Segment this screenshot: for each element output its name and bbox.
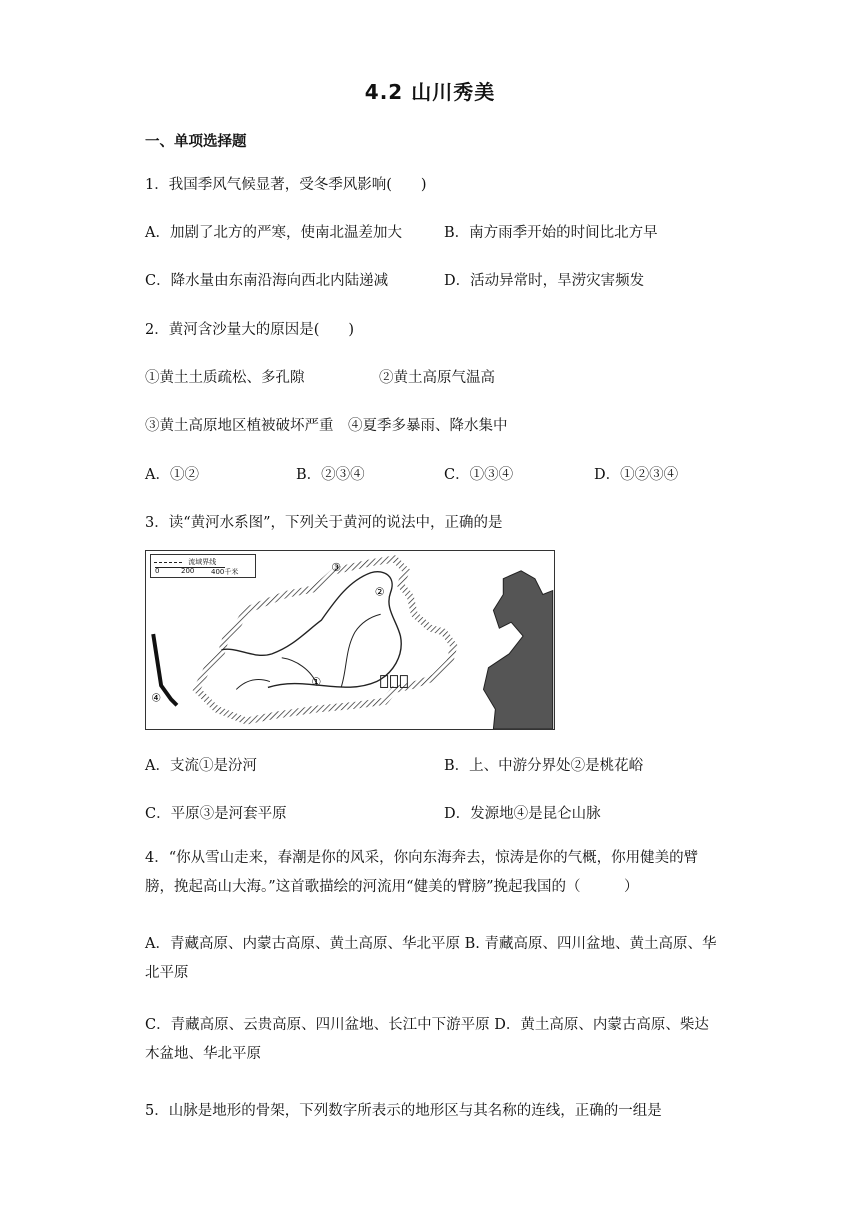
q2-statement-2: ②黄土高原气温高	[379, 370, 495, 386]
q2-option-d: D．①②③④	[594, 467, 679, 483]
q2-statement-1: ①黄土土质疏松、多孔隙	[145, 370, 305, 386]
tributary-3	[236, 680, 270, 690]
q1-option-a: A．加剧了北方的严寒，使南北温差加大	[145, 225, 402, 241]
page-title: 4.2 山川秀美	[364, 80, 496, 104]
q3-option-b: B．上、中游分界处②是桃花峪	[444, 758, 644, 774]
scale-label-400: 400千米	[211, 568, 239, 576]
q3-option-d: D．发源地④是昆仑山脉	[444, 806, 601, 822]
q3-stem: 3．读“黄河水系图”，下列关于黄河的说法中，正确的是	[145, 515, 503, 531]
scale-label-200: 200	[181, 567, 195, 575]
q3-option-a: A．支流①是汾河	[145, 758, 257, 774]
scale-label-0: 0	[155, 567, 160, 575]
q2-option-b: B．②③④	[296, 467, 365, 483]
tributary-1	[341, 614, 381, 687]
legend-line-row	[154, 557, 216, 567]
sea-area	[484, 571, 553, 729]
q2-option-a: A．①②	[145, 467, 199, 483]
legend-label: 流域界线	[188, 558, 217, 566]
legend-dash-icon	[154, 562, 182, 563]
q4-options-cd: C．青藏高原、云贵高原、四川盆地、长江中下游平原 D．黄土高原、内蒙古高原、柴达木盆地、华北平原	[145, 1017, 709, 1062]
q2-statement-3-4: ③黄土高原地区植被破坏严重 ④夏季多暴雨、降水集中	[145, 418, 508, 434]
q5-stem: 5．山脉是地形的骨架，下列数字所表示的地形区与其名称的连线，正确的一组是	[145, 1103, 662, 1119]
q2-option-c: C．①③④	[444, 467, 514, 483]
q1-option-c: C．降水量由东南沿海向西北内陆递减	[145, 273, 389, 289]
marker-2: ②	[374, 585, 385, 599]
basin-boundary	[197, 559, 454, 721]
q1-option-b: B．南方雨季开始的时间比北方早	[444, 225, 658, 241]
marker-3: ③	[331, 560, 341, 574]
q3-option-c: C．平原③是河套平原	[145, 806, 287, 822]
section-heading: 一、单项选择题	[145, 134, 247, 150]
q1-option-d: D．活动异常时，旱涝灾害频发	[444, 273, 645, 289]
map-legend	[150, 554, 256, 578]
q4-options-ab: A．青藏高原、内蒙古高原、黄土高原、华北平原 B. 青藏高原、四川盆地、黄土高原、华北平原	[145, 936, 717, 981]
q2-stem: 2．黄河含沙量大的原因是( )	[145, 322, 355, 338]
q1-stem: 1．我国季风气候显著，受冬季风影响( )	[145, 177, 427, 193]
marker-4: ④	[151, 691, 161, 705]
yellow-river-map	[145, 550, 555, 730]
q4-stem: 4．“你从雪山走来，春潮是你的风采，你向东海奔去，惊涛是你的气概，你用健美的臂膀，挽起高山大海。”这首歌描绘的河流用“健美的臂膀”挽起我国的（ ）	[145, 850, 699, 895]
marker-1: ①	[311, 675, 322, 689]
